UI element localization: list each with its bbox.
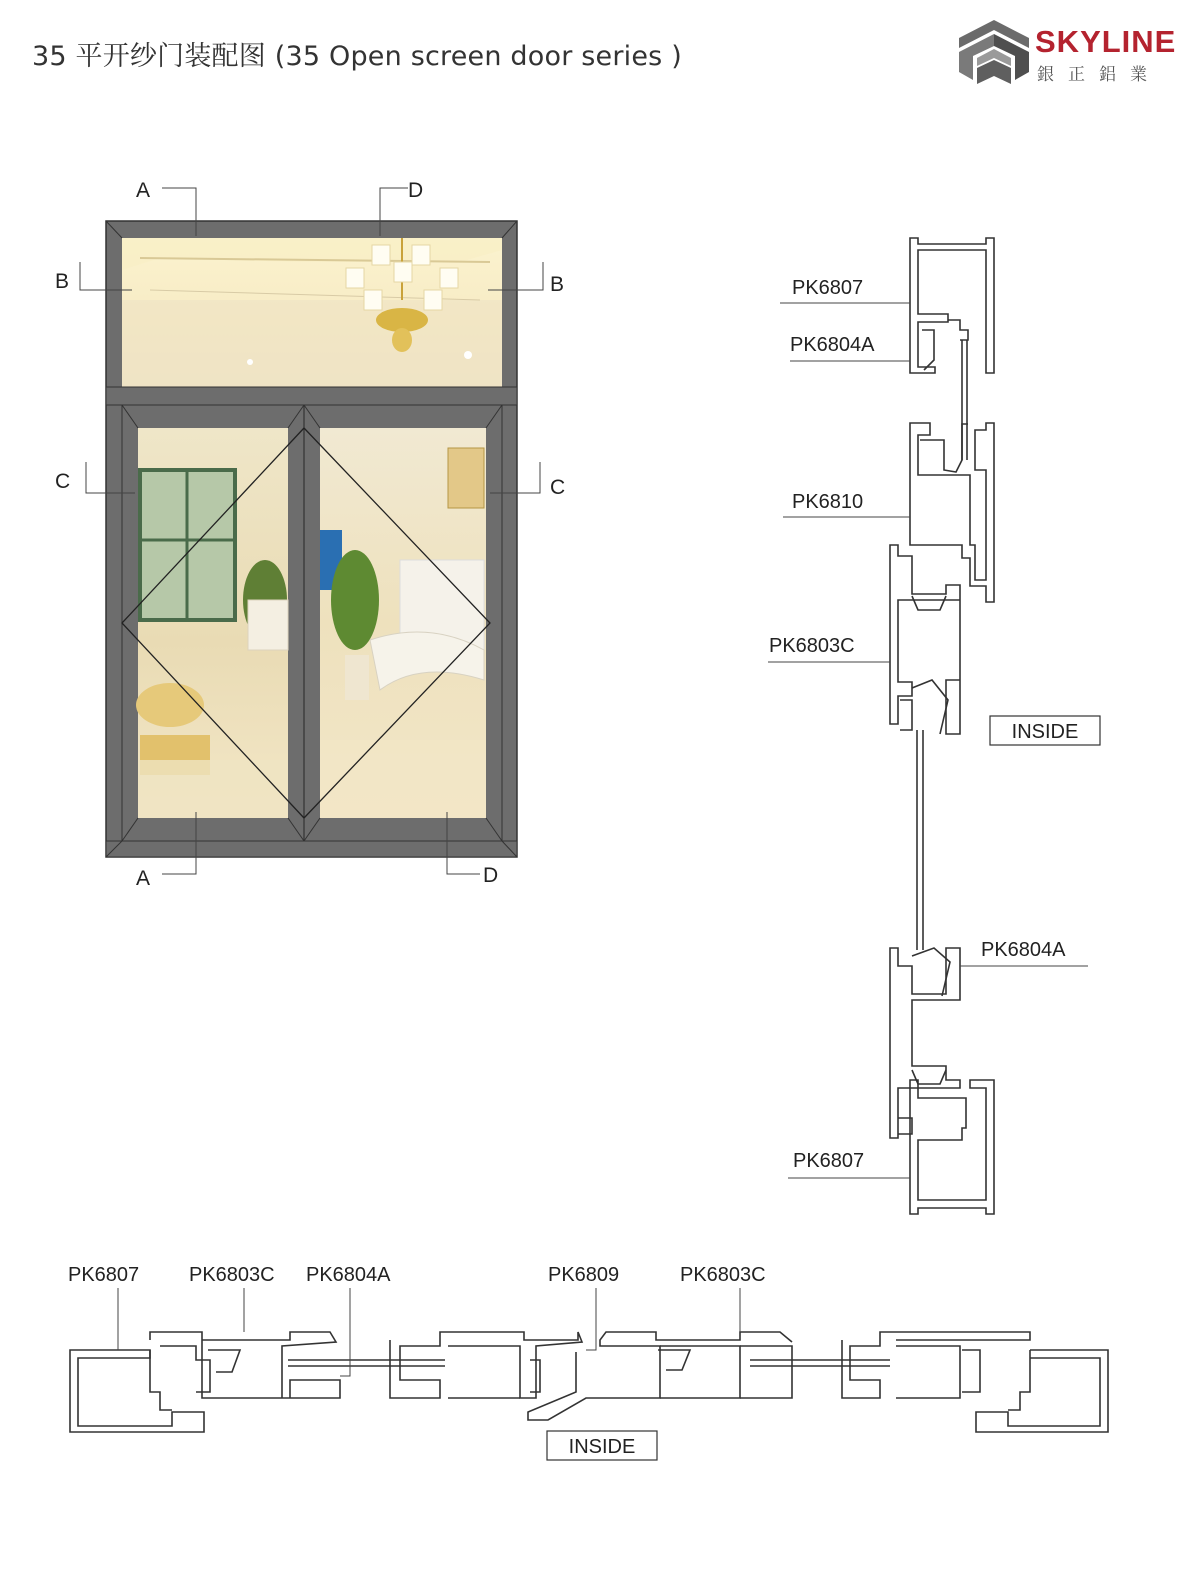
- label-c-right: C: [550, 476, 566, 499]
- label-pk6807-bottom: PK6807: [793, 1150, 865, 1172]
- label-pk6807: PK6807: [68, 1264, 140, 1286]
- label-d-bottom: D: [483, 864, 499, 887]
- label-pk6803c-left: PK6803C: [189, 1264, 275, 1286]
- label-d-top: D: [408, 179, 424, 202]
- label-pk6804a-top: PK6804A: [790, 334, 875, 356]
- page-title: 35 平开纱门装配图 (35 Open screen door series ): [32, 41, 682, 72]
- label-pk6809: PK6809: [548, 1264, 620, 1286]
- label-pk6803c: PK6803C: [769, 635, 855, 657]
- horizontal-section: [68, 1264, 1108, 1460]
- label-pk6804a: PK6804A: [306, 1264, 391, 1286]
- inside-label-horizontal: INSIDE: [568, 1436, 636, 1458]
- label-a-top: A: [136, 179, 151, 202]
- vertical-section: [768, 238, 1100, 1214]
- logo-wordmark: SKYLINE: [1035, 24, 1177, 59]
- inside-label-vertical: INSIDE: [1011, 721, 1079, 743]
- door-elevation: [55, 179, 565, 890]
- label-pk6810: PK6810: [792, 491, 864, 513]
- label-c-left: C: [55, 470, 71, 493]
- label-a-bottom: A: [136, 867, 151, 890]
- label-b-right: B: [550, 273, 565, 296]
- label-pk6803c-right: PK6803C: [680, 1264, 766, 1286]
- logo-chinese-name: 銀正鋁業: [1037, 65, 1161, 85]
- label-b-left: B: [55, 270, 70, 293]
- label-pk6807-top: PK6807: [792, 277, 864, 299]
- label-pk6804a-bottom: PK6804A: [981, 939, 1066, 961]
